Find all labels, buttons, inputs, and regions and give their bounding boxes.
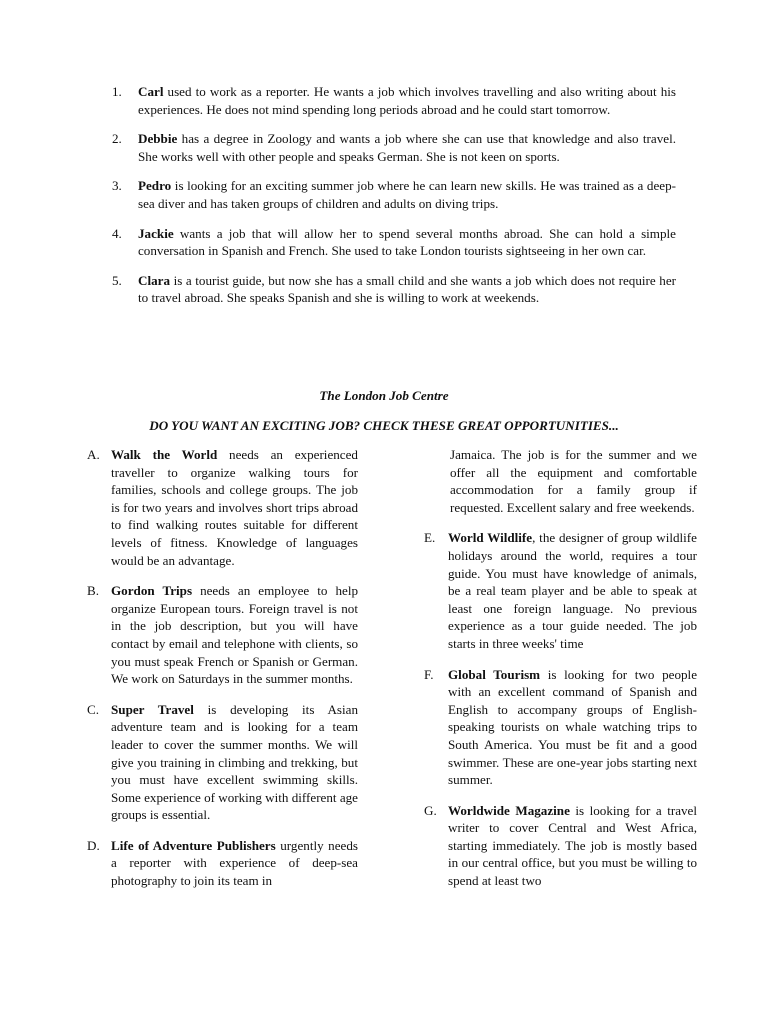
ad-body: [448, 666, 697, 789]
person-list: [112, 83, 676, 319]
item-number: 2.: [112, 131, 122, 147]
person-name: Debbie: [138, 131, 178, 147]
person-item-jackie: [112, 225, 676, 260]
person-item-pedro: [112, 177, 676, 212]
job-ad-c: [87, 701, 358, 824]
person-item-carl: [112, 83, 676, 118]
company-name: Worldwide Magazine: [448, 802, 570, 818]
item-text: [138, 130, 676, 165]
ad-description: , the designer of group wildlife holidays around the world, requires a tour guide. You must have knowledge of animals, be a real team player and be able to speak at least one foreign language. No previous experience as a tour guide needed. The job starts in three weeks' time: [448, 530, 697, 651]
ad-body: [111, 701, 358, 824]
job-ad-a: [87, 446, 358, 569]
item-text: [138, 177, 676, 212]
ad-description: needs an experienced traveller to organize walking tours for families, schools and college groups. The job is for two years and involves short trips abroad to find walking routes suitable for different levels of fitness. Knowledge of languages would be an advantage.: [111, 447, 358, 568]
ad-description: is looking for a travel writer to cover Central and West Africa, starting immediately. The job is mostly based in our central office, but you must be willing to spend at least two: [448, 802, 698, 889]
ad-body: [448, 802, 697, 890]
item-number: 5.: [112, 272, 122, 288]
person-item-clara: [112, 272, 676, 307]
item-number: 3.: [112, 178, 122, 194]
company-name: Life of Adventure Publishers: [111, 837, 276, 853]
ad-letter: C.: [87, 701, 100, 717]
job-ad-e: [424, 529, 697, 652]
company-name: Gordon Trips: [111, 583, 193, 599]
job-ad-f: [424, 666, 697, 789]
job-ad-g: [424, 802, 697, 890]
company-name: Super Travel: [111, 701, 194, 717]
ad-body: [448, 529, 697, 652]
job-ad-d: [87, 837, 358, 890]
ad-description: is developing its Asian adventure team and is looking for a team leader to cover the summer months. We will give you training in climbing and trekking, but you must have excellent swimming skills. Some experience of working with different age groups is essential.: [111, 701, 358, 823]
ad-letter: D.: [87, 837, 100, 853]
person-name: Jackie: [138, 225, 174, 241]
job-ad-d-continued: Jamaica. The job is for the summer and we offer all the equipment and comfortable accommodation for a family group if requested. Excellent salary and free weekends.: [450, 447, 697, 515]
ads-column-left: [87, 446, 358, 903]
item-text: [138, 272, 676, 307]
ad-letter: F.: [424, 666, 434, 682]
ad-description: is looking for two people with an excellent command of Spanish and English to accompany groups of English-speaking tourists on whale watching trips to South America. You must be fit and a good swimmer. These are one-year jobs starting next summer.: [448, 666, 698, 788]
ad-description: needs an employee to help organize European tours. Foreign travel is not in the job description, but you will have contact by email and telephone with clients, so you must speak French or Spanish or German. We work on Saturdays in the summer months.: [111, 583, 359, 687]
ad-description: urgently needs a reporter with experience of deep-sea photography to join its team in: [111, 837, 358, 889]
company-name: Walk the World: [111, 447, 218, 462]
ads-column-right: [424, 446, 697, 903]
item-number: 1.: [112, 84, 122, 99]
section-headline: DO YOU WANT AN EXCITING JOB? CHECK THESE GREAT OPPORTUNITIES...: [149, 418, 619, 433]
ad-body: [111, 582, 358, 688]
person-description: wants a job that will allow her to spend several months abroad. She can hold a simple conversation in Spanish and French. She used to take London tourists sightseeing in her own car.: [138, 225, 676, 259]
company-name: World Wildlife: [448, 530, 533, 546]
ad-body: [111, 446, 358, 569]
ad-body: [111, 837, 358, 890]
ad-letter: A.: [87, 447, 100, 462]
person-description: is a tourist guide, but now she has a small child and she wants a job which does not require her to travel abroad. She speaks Spanish and she is willing to work at weekends.: [138, 272, 676, 306]
ad-letter: E.: [424, 530, 436, 546]
item-number: 4.: [112, 225, 122, 241]
person-name: Clara: [138, 272, 170, 288]
section-title: The London Job Centre: [319, 388, 449, 403]
item-text: [138, 83, 676, 118]
person-name: Carl: [138, 84, 164, 99]
job-ad-b: [87, 582, 358, 688]
ad-letter: G.: [424, 802, 437, 818]
person-description: has a degree in Zoology and wants a job where she can use that knowledge and also travel. She works well with other people and speaks German. She is not keen on sports.: [138, 131, 676, 164]
ad-letter: B.: [87, 583, 100, 599]
item-text: [138, 225, 676, 260]
person-item-debbie: [112, 130, 676, 165]
person-description: used to work as a reporter. He wants a job which involves travelling and also writing about his experiences. He does not mind spending long periods abroad and he could start tomorrow.: [138, 84, 676, 117]
person-description: is looking for an exciting summer job where he can learn new skills. He was trained as a deep-sea diver and has taken groups of children and adults on diving trips.: [138, 178, 676, 211]
person-name: Pedro: [138, 178, 172, 194]
company-name: Global Tourism: [448, 666, 541, 682]
